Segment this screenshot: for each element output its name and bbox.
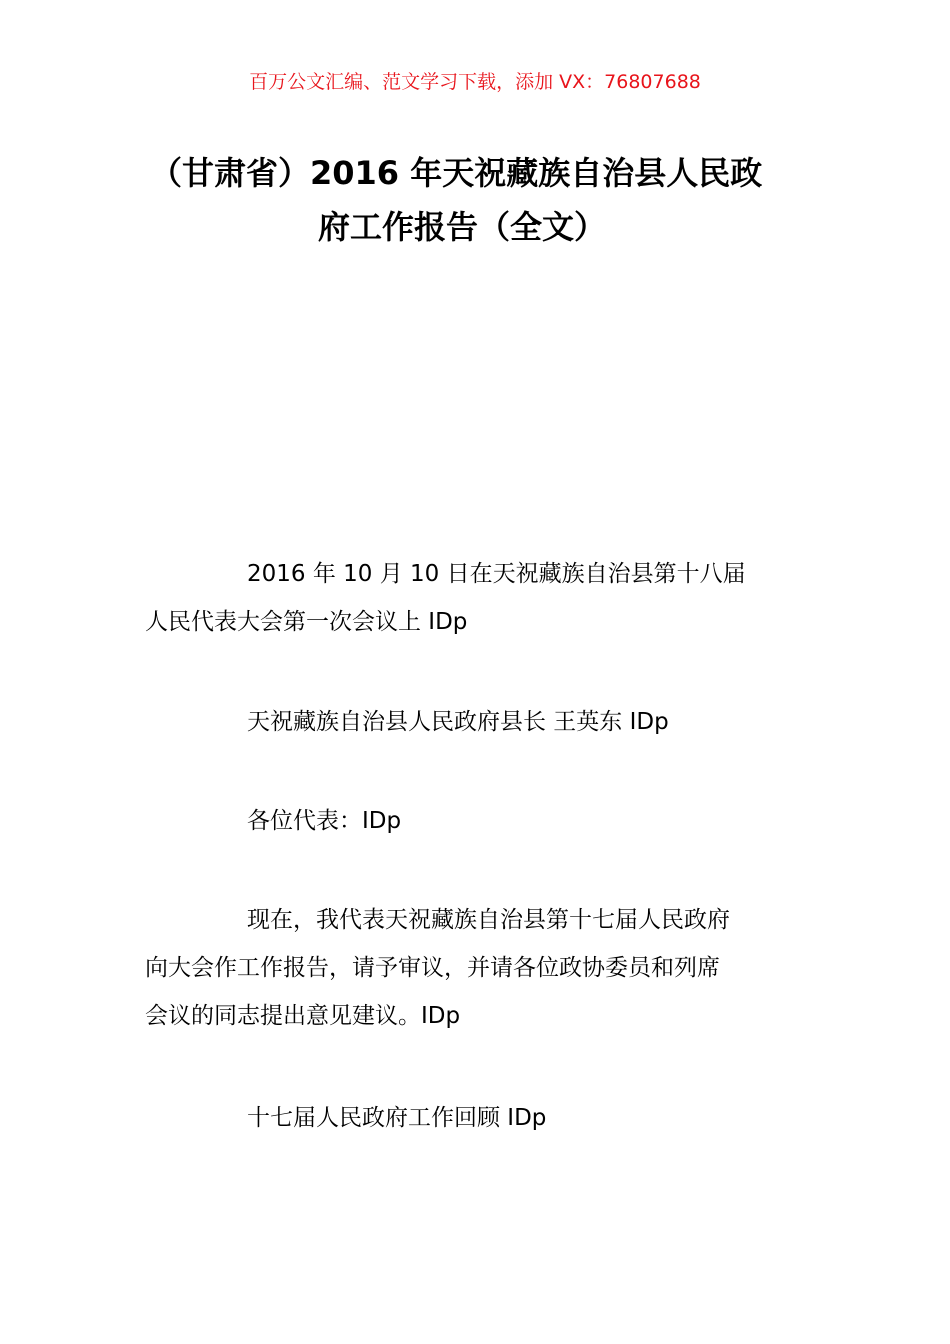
title-line-1: （甘肃省）2016 年天祝藏族自治县人民政	[150, 154, 763, 192]
intro-line-2: 向大会作工作报告，请予审议，并请各位政协委员和列席	[145, 955, 720, 981]
salutation-paragraph	[145, 797, 810, 845]
salutation-line: 各位代表：IDp	[247, 808, 402, 834]
intro-paragraph	[145, 896, 810, 1040]
title-line-2: 府工作报告（全文）	[318, 208, 607, 246]
meeting-date-line-1: 2016 年 10 月 10 日在天祝藏族自治县第十八届	[247, 561, 746, 587]
speaker-line: 天祝藏族自治县人民政府县长 王英东 IDp	[247, 709, 669, 735]
watermark-notice: 百万公文汇编、范文学习下载，添加 VX：76807688	[249, 71, 701, 93]
speaker-paragraph	[145, 698, 810, 746]
section-heading-paragraph	[145, 1094, 810, 1142]
intro-line-3: 会议的同志提出意见建议。IDp	[145, 1003, 461, 1029]
intro-line-1: 现在，我代表天祝藏族自治县第十七届人民政府	[247, 907, 730, 933]
meeting-date-line-2: 人民代表大会第一次会议上 IDp	[145, 609, 468, 635]
meeting-date-paragraph	[145, 550, 810, 646]
document-title	[145, 146, 825, 254]
section-heading: 十七届人民政府工作回顾 IDp	[247, 1105, 547, 1131]
